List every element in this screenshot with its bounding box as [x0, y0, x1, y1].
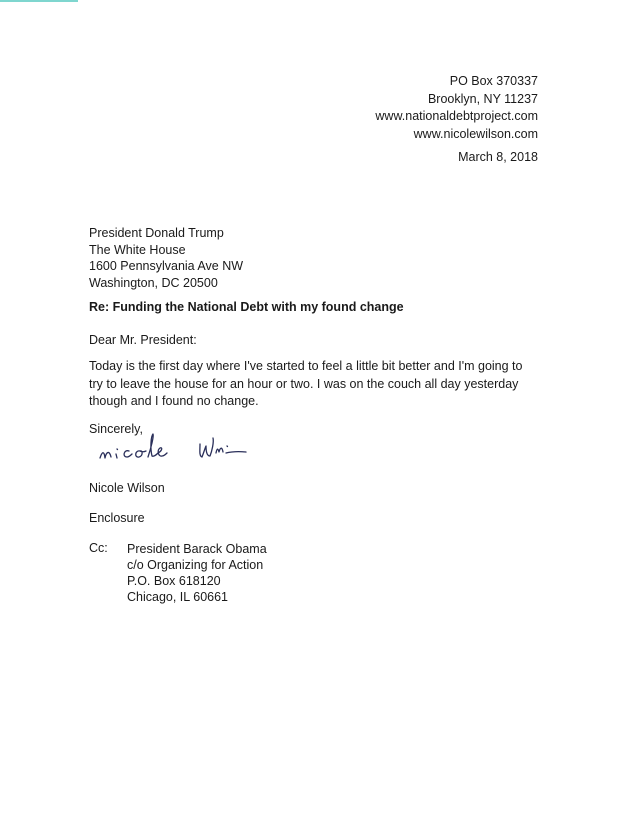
sender-line-city: Brooklyn, NY 11237 [427, 91, 538, 106]
closing: Sincerely, [89, 422, 143, 436]
cc-address [127, 541, 267, 605]
recipient-line-street: 1600 Pennsylvania Ave NW [89, 259, 244, 273]
cc-line-organization: c/o Organizing for Action [127, 558, 264, 572]
body-line: though and I found no change. [89, 394, 259, 408]
signer-name: Nicole Wilson [89, 481, 165, 495]
handwritten-signature [96, 424, 266, 476]
sender-line-po-box: PO Box 370337 [449, 74, 538, 88]
letter-date: March 8, 2018 [458, 150, 538, 164]
cc-label: Cc: [89, 541, 108, 555]
cc-line-name: President Barack Obama [127, 542, 267, 556]
salutation: Dear Mr. President: [89, 333, 197, 347]
cc-line-po-box: P.O. Box 618120 [127, 574, 221, 588]
scan-edge-mark [0, 0, 78, 2]
body-line: try to leave the house for an hour or two. I was on the couch all day yesterday [89, 376, 519, 391]
body-line: Today is the first day where I've started to feel a little bit better and I'm going to [89, 359, 523, 373]
recipient-line-city: Washington, DC 20500 [89, 275, 218, 290]
subject-line: Re: Funding the National Debt with my found change [89, 300, 404, 314]
sender-address [375, 73, 538, 143]
recipient-line-organization: The White House [89, 242, 186, 257]
sender-line-website-1: www.nationaldebtproject.com [375, 109, 538, 123]
letter-body [89, 358, 549, 411]
recipient-line-name: President Donald Trump [89, 226, 224, 240]
recipient-address [89, 225, 243, 291]
enclosure-note: Enclosure [89, 511, 145, 525]
sender-line-website-2: www.nicolewilson.com [413, 126, 538, 141]
cc-line-city: Chicago, IL 60661 [127, 590, 229, 604]
